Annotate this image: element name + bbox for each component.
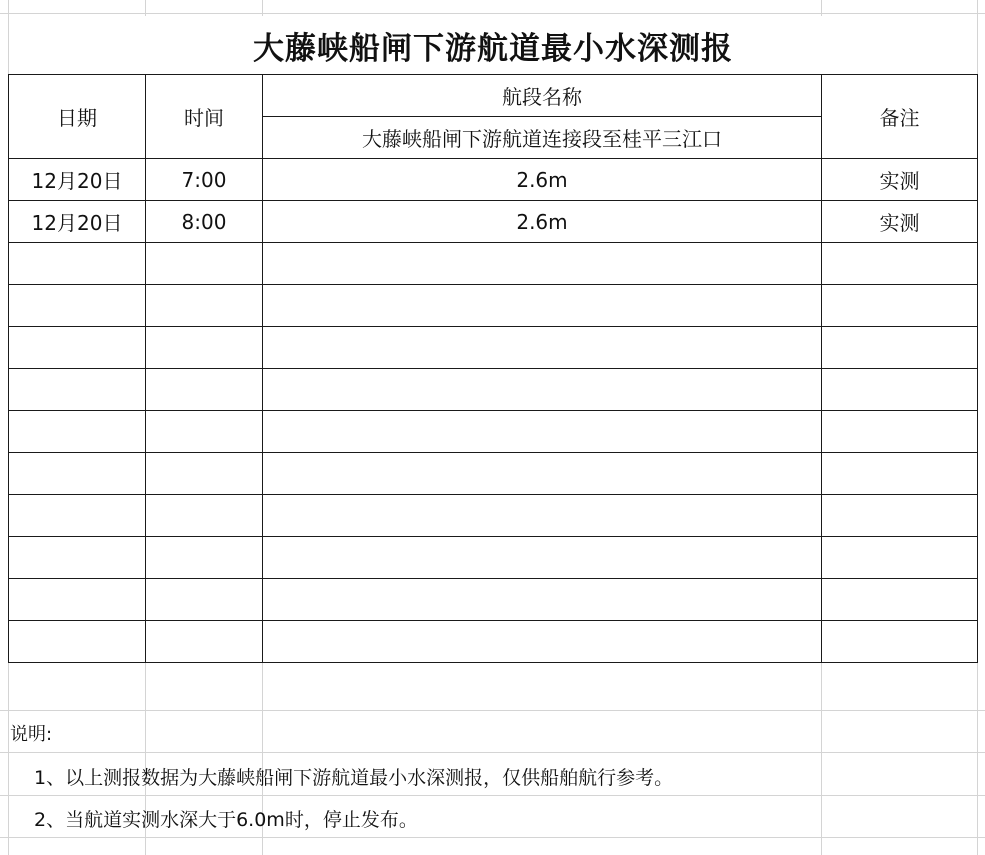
cell-date[interactable]: 12月20日 <box>9 201 146 243</box>
cell-date[interactable] <box>9 579 146 621</box>
cell-time[interactable] <box>146 579 263 621</box>
cell-date[interactable] <box>9 411 146 453</box>
cell-remark[interactable] <box>822 621 978 663</box>
cell-depth[interactable] <box>263 495 822 537</box>
note-item: 2、当航道实测水深大于6.0m时，停止发布。 <box>34 809 418 831</box>
cell-depth[interactable]: 2.6m <box>263 201 822 243</box>
cell-remark[interactable] <box>822 327 978 369</box>
cell-depth[interactable] <box>263 369 822 411</box>
cell-remark[interactable] <box>822 579 978 621</box>
cell-remark[interactable]: 实测 <box>822 159 978 201</box>
cell-date[interactable] <box>9 495 146 537</box>
cell-time[interactable] <box>146 243 263 285</box>
table-row <box>9 621 978 663</box>
cell-date[interactable] <box>9 327 146 369</box>
cell-remark[interactable]: 实测 <box>822 201 978 243</box>
cell-time[interactable] <box>146 621 263 663</box>
cell-depth[interactable] <box>263 285 822 327</box>
table-row <box>9 243 978 285</box>
cell-time[interactable] <box>146 411 263 453</box>
notes-heading: 说明: <box>10 724 53 745</box>
header-remark: 备注 <box>822 75 978 159</box>
header-segment-group: 航段名称 <box>263 75 822 117</box>
table-row <box>9 159 978 201</box>
table-row <box>9 327 978 369</box>
cell-remark[interactable] <box>822 285 978 327</box>
table-row <box>9 579 978 621</box>
cell-date[interactable] <box>9 369 146 411</box>
table-row <box>9 495 978 537</box>
cell-time[interactable] <box>146 369 263 411</box>
cell-remark[interactable] <box>822 411 978 453</box>
cell-depth[interactable] <box>263 411 822 453</box>
cell-remark[interactable] <box>822 453 978 495</box>
report-title: 大藤峡船闸下游航道最小水深测报 <box>9 16 977 74</box>
cell-time[interactable]: 8:00 <box>146 201 263 243</box>
cell-time[interactable]: 7:00 <box>146 159 263 201</box>
cell-depth[interactable] <box>263 327 822 369</box>
cell-date[interactable] <box>9 285 146 327</box>
table-row <box>9 201 978 243</box>
table-row <box>9 537 978 579</box>
cell-depth[interactable] <box>263 243 822 285</box>
note-item: 1、以上测报数据为大藤峡船闸下游航道最小水深测报，仅供船舶航行参考。 <box>34 767 674 789</box>
header-date: 日期 <box>9 75 146 159</box>
cell-depth[interactable]: 2.6m <box>263 159 822 201</box>
cell-date[interactable]: 12月20日 <box>9 159 146 201</box>
cell-time[interactable] <box>146 285 263 327</box>
cell-remark[interactable] <box>822 243 978 285</box>
table-row <box>9 411 978 453</box>
cell-depth[interactable] <box>263 621 822 663</box>
cell-depth[interactable] <box>263 537 822 579</box>
table-row <box>9 369 978 411</box>
table-row <box>9 453 978 495</box>
header-segment-name: 大藤峡船闸下游航道连接段至桂平三江口 <box>263 117 822 159</box>
cell-time[interactable] <box>146 453 263 495</box>
cell-depth[interactable] <box>263 579 822 621</box>
cell-remark[interactable] <box>822 369 978 411</box>
cell-date[interactable] <box>9 537 146 579</box>
cell-depth[interactable] <box>263 453 822 495</box>
cell-remark[interactable] <box>822 495 978 537</box>
cell-time[interactable] <box>146 495 263 537</box>
header-time: 时间 <box>146 75 263 159</box>
cell-date[interactable] <box>9 243 146 285</box>
table-row <box>9 285 978 327</box>
cell-date[interactable] <box>9 621 146 663</box>
cell-time[interactable] <box>146 537 263 579</box>
cell-time[interactable] <box>146 327 263 369</box>
cell-date[interactable] <box>9 453 146 495</box>
cell-remark[interactable] <box>822 537 978 579</box>
report-table <box>8 74 978 663</box>
